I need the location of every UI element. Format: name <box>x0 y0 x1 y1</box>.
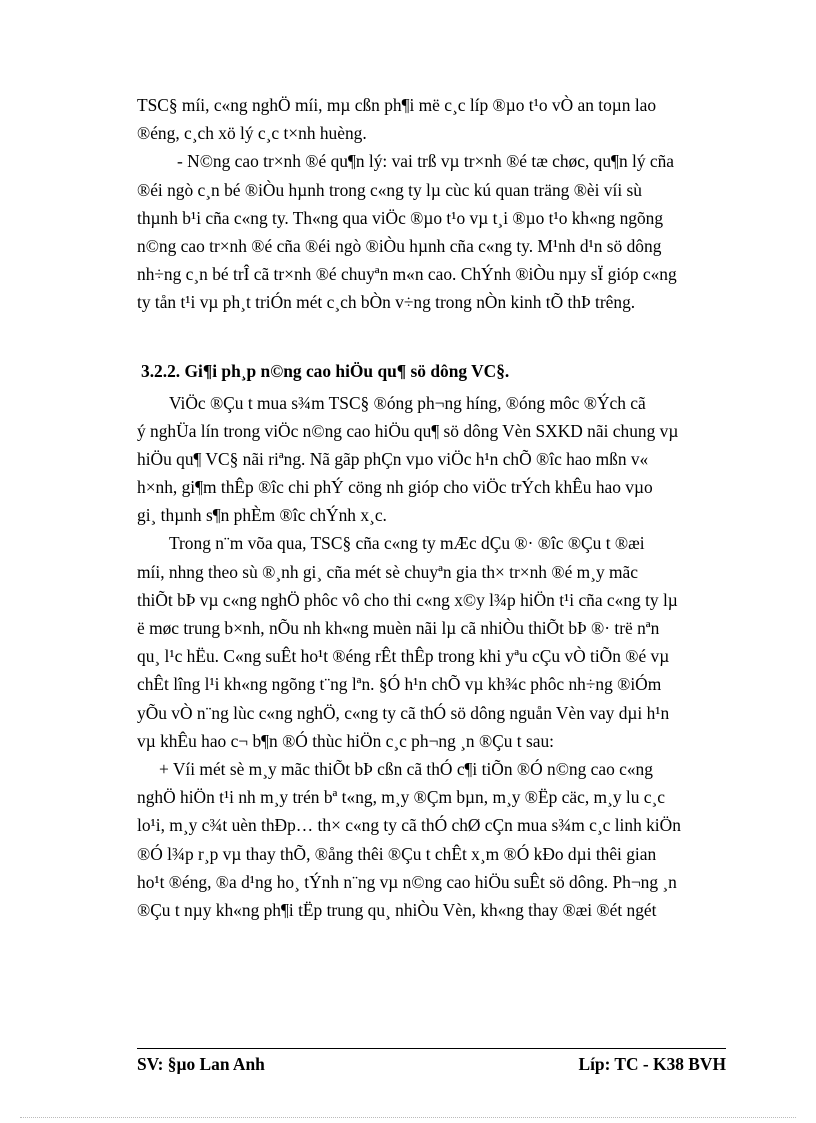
text-line: ®Ó l¾p r¸p vµ thay thÕ, ®ång thêi ®Çu t chÊt x¸m ®Ó kÐo dµi thêi gian <box>137 843 657 864</box>
text-line: n©ng cao tr×nh ®é cña ®éi ngò ®iÒu hµnh cña c«ng ty. M¹nh d¹n sö dông <box>137 235 662 256</box>
text-line: ViÖc ®Çu t mua s¾m TSC§ ®óng ph¬ng híng, ®óng môc ®Ých cã <box>169 392 646 413</box>
text-line: ë møc trung b×nh, nÕu nh kh«ng muèn nãi lµ cã nhiÒu thiÕt bÞ ®· trë nªn <box>137 618 660 638</box>
text-line: ty tån t¹i vµ ph¸t triÓn mét c¸ch bÒn v÷ng trong nÒn kinh tÕ thÞ trêng. <box>137 292 636 313</box>
text-line: - N©ng cao tr×nh ®é qu¶n lý: vai trß vµ tr×nh ®é tæ chøc, qu¶n lý cña <box>177 151 674 172</box>
text-line: h×nh, gi¶m thÊp ®îc chi phÝ cöng nh gióp cho viÖc trÝch khÊu hao vµo <box>137 477 653 498</box>
text-line: vµ khÊu hao c¬ b¶n ®Ó thùc hiÖn c¸c ph¬ng ¸n ®Çu t sau: <box>137 730 555 751</box>
text-line: hiÖu qu¶ VC§ nãi riªng. Nã gãp phÇn vµo viÖc h¹n chÕ ®îc hao mßn v« <box>137 448 649 469</box>
text-line: gi¸ thµnh s¶n phÈm ®îc chÝnh x¸c. <box>137 505 387 526</box>
text-line: Trong n¨m võa qua, TSC§ cña c«ng ty mÆc dÇu ®· ®îc ®Çu t ®æi <box>169 533 645 554</box>
text-line: ®éi ngò c¸n bé ®iÒu hµnh trong c«ng ty lµ cùc kú quan träng ®èi víi sù <box>137 179 642 200</box>
text-line: + Víi mét sè m¸y mãc thiÕt bÞ cßn cã thÓ c¶i tiÕn ®Ó n©ng cao c«ng <box>159 758 653 779</box>
text-line: thµnh b¹i cña c«ng ty. Th«ng qua viÖc ®µo t¹o vµ t¸i ®µo t¹o kh«ng ngõng <box>137 207 664 228</box>
text-line: nghÖ hiÖn t¹i nh m¸y trén bª t«ng, m¸y ®Çm bµn, m¸y ®Ëp cäc, m¸y lu c¸c <box>137 787 665 808</box>
text-line: thiÕt bÞ vµ c«ng nghÖ phôc vô cho thi c«ng x©y l¾p hiÖn t¹i cña c«ng ty lµ <box>137 589 678 610</box>
paragraph-2 <box>137 147 737 316</box>
paragraph-1 <box>137 91 737 147</box>
paragraph-4 <box>137 529 737 755</box>
text-line: míi, nhng theo sù ®¸nh gi¸ cña mét sè chuyªn gia th× tr×nh ®é m¸y mãc <box>137 561 638 582</box>
footer-class-label: Líp: TC - K38 BVH <box>578 1054 726 1074</box>
document-body <box>137 91 737 924</box>
text-line: yÕu vÒ n¨ng lùc c«ng nghÖ, c«ng ty cã thÓ sö dông nguån Vèn vay dµi h¹n <box>137 702 670 723</box>
text-line: ®Çu t nµy kh«ng ph¶i tËp trung qu¸ nhiÒu Vèn, kh«ng thay ®æi ®ét ngét <box>137 899 657 920</box>
text-line: ý nghÜa lín trong viÖc n©ng cao hiÖu qu¶ sö dông Vèn SXKD nãi chung vµ <box>137 420 679 441</box>
footer-student-name: SV: §µo Lan Anh <box>137 1054 265 1074</box>
paragraph-5 <box>137 755 737 924</box>
text-line: lo¹i, m¸y c¾t uèn thÐp… th× c«ng ty cã thÓ chØ cÇn mua s¾m c¸c linh kiÖn <box>137 815 681 836</box>
text-line: ®éng, c¸ch xö lý c¸c t×nh huèng. <box>137 123 367 144</box>
paragraph-3 <box>137 389 737 530</box>
text-line: TSC§ míi, c«ng nghÖ míi, mµ cßn ph¶i më c¸c líp ®µo t¹o vÒ an toµn lao <box>137 95 657 115</box>
text-line: chÊt lîng l¹i kh«ng ngõng t¨ng lªn. §Ó h¹n chÕ vµ kh¾c phôc nh÷ng ®iÓm <box>137 674 662 695</box>
footer-divider <box>137 1048 726 1049</box>
section-spacer <box>137 317 737 357</box>
page-bottom-border <box>20 1117 796 1118</box>
text-line: ho¹t ®éng, ®a d¹ng ho¸ tÝnh n¨ng vµ n©ng cao hiÖu suÊt sö dông. Ph¬ng ¸n <box>137 871 677 892</box>
page-footer <box>137 1052 726 1076</box>
section-heading: 3.2.2. Gi¶i ph¸p n©ng cao hiÖu qu¶ sö dông VC§. <box>141 360 510 381</box>
text-line: nh÷ng c¸n bé trÎ cã tr×nh ®é chuyªn m«n cao. ChÝnh ®iÒu nµy sÏ gióp c«ng <box>137 264 677 285</box>
text-line: qu¸ l¹c hËu. C«ng suÊt ho¹t ®éng rÊt thÊp trong khi yªu cÇu vÒ tiÕn ®é vµ <box>137 646 670 667</box>
